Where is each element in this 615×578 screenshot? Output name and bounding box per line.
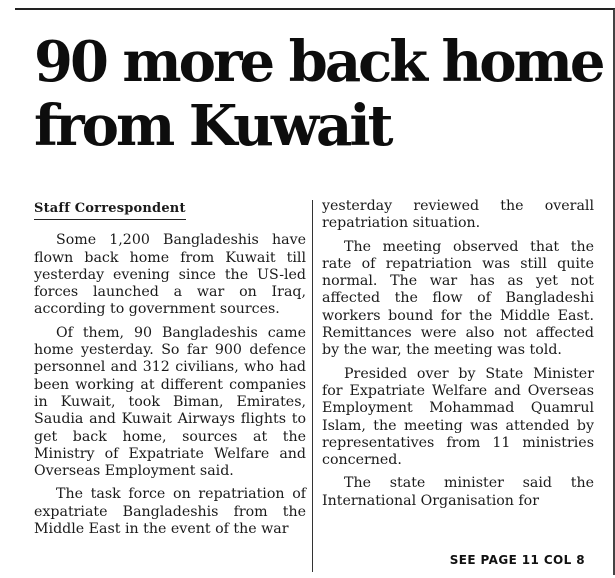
paragraph: yesterday reviewed the overall repatriation situation.: [322, 198, 594, 232]
paragraph: The state minister said the International Organisation for: [322, 475, 594, 509]
byline: Staff Correspondent: [34, 200, 186, 220]
paragraph: Presided over by State Minister for Expatriate Welfare and Overseas Employment Mohammad Quamrul Islam, the meeting was attended by representatives from 11 ministries concerned.: [322, 365, 594, 469]
right-column: [322, 198, 594, 516]
paragraph: The meeting observed that the rate of repatriation was still quite normal. The war has as yet not affected the flow of Bangladeshi workers bound for the Middle East. Remittances were also not affected by the war, the meeting was told.: [322, 238, 594, 359]
paragraph: Of them, 90 Bangladeshis came home yesterday. So far 900 defence personnel and 312 civilians, who had been working at different companies in Kuwait, took Biman, Emirates, Saudia and Kuwait Airways flights to get back home, sources at the Ministry of Expatriate Welfare and Overseas Employment said.: [34, 324, 306, 480]
headline: 90 more back home from Kuwait: [34, 29, 603, 159]
column-divider: [312, 200, 313, 572]
continuation-link[interactable]: SEE PAGE 11 COL 8: [449, 553, 585, 567]
paragraph: The task force on repatriation of expatriate Bangladeshis from the Middle East in the event of the war: [34, 486, 306, 538]
paragraph: Some 1,200 Bangladeshis have flown back home from Kuwait till yesterday evening since the US-led forces launched a war on Iraq, according to government sources.: [34, 232, 306, 318]
left-column: [34, 198, 306, 544]
